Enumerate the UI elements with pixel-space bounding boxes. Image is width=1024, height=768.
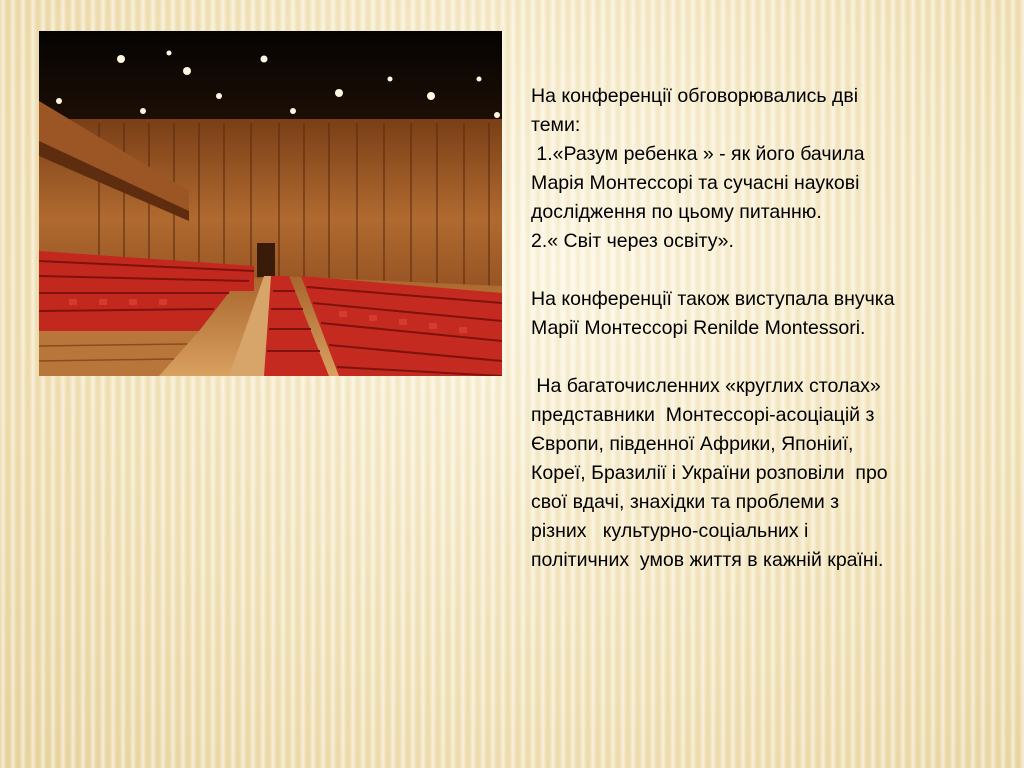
text-line: представники Монтессорі-асоціацій з bbox=[531, 404, 875, 426]
text-line: Марії Монтессорі Renilde Montessori. bbox=[531, 317, 866, 339]
auditorium-photo bbox=[39, 31, 502, 376]
text-line: свої вдачі, знахідки та проблеми з bbox=[531, 491, 840, 513]
slide-text bbox=[531, 82, 1011, 575]
text-line: Кореї, Бразилії і України розповіли про bbox=[531, 462, 888, 484]
text-line: політичних умов життя в кажній країні. bbox=[531, 549, 884, 571]
paragraph-gap bbox=[531, 343, 1011, 372]
text-line: Європи, південної Африки, Японіиї, bbox=[531, 433, 854, 455]
text-line: 1.«Разум ребенка » - як його бачила bbox=[531, 143, 865, 165]
text-line: 2.« Світ через освіту». bbox=[531, 230, 734, 252]
text-line: Марія Монтессорі та сучасні наукові bbox=[531, 172, 860, 194]
text-line: На конференції також виступала внучка bbox=[531, 288, 895, 310]
text-line: На конференції обговорювались дві bbox=[531, 85, 859, 107]
text-line: різних культурно-соціальних і bbox=[531, 520, 809, 542]
text-line: На багаточисленних «круглих столах» bbox=[531, 375, 881, 397]
text-line: теми: bbox=[531, 114, 581, 136]
paragraph-gap bbox=[531, 256, 1011, 285]
text-line: дослідження по цьому питанню. bbox=[531, 201, 822, 223]
auditorium-image bbox=[39, 31, 502, 376]
